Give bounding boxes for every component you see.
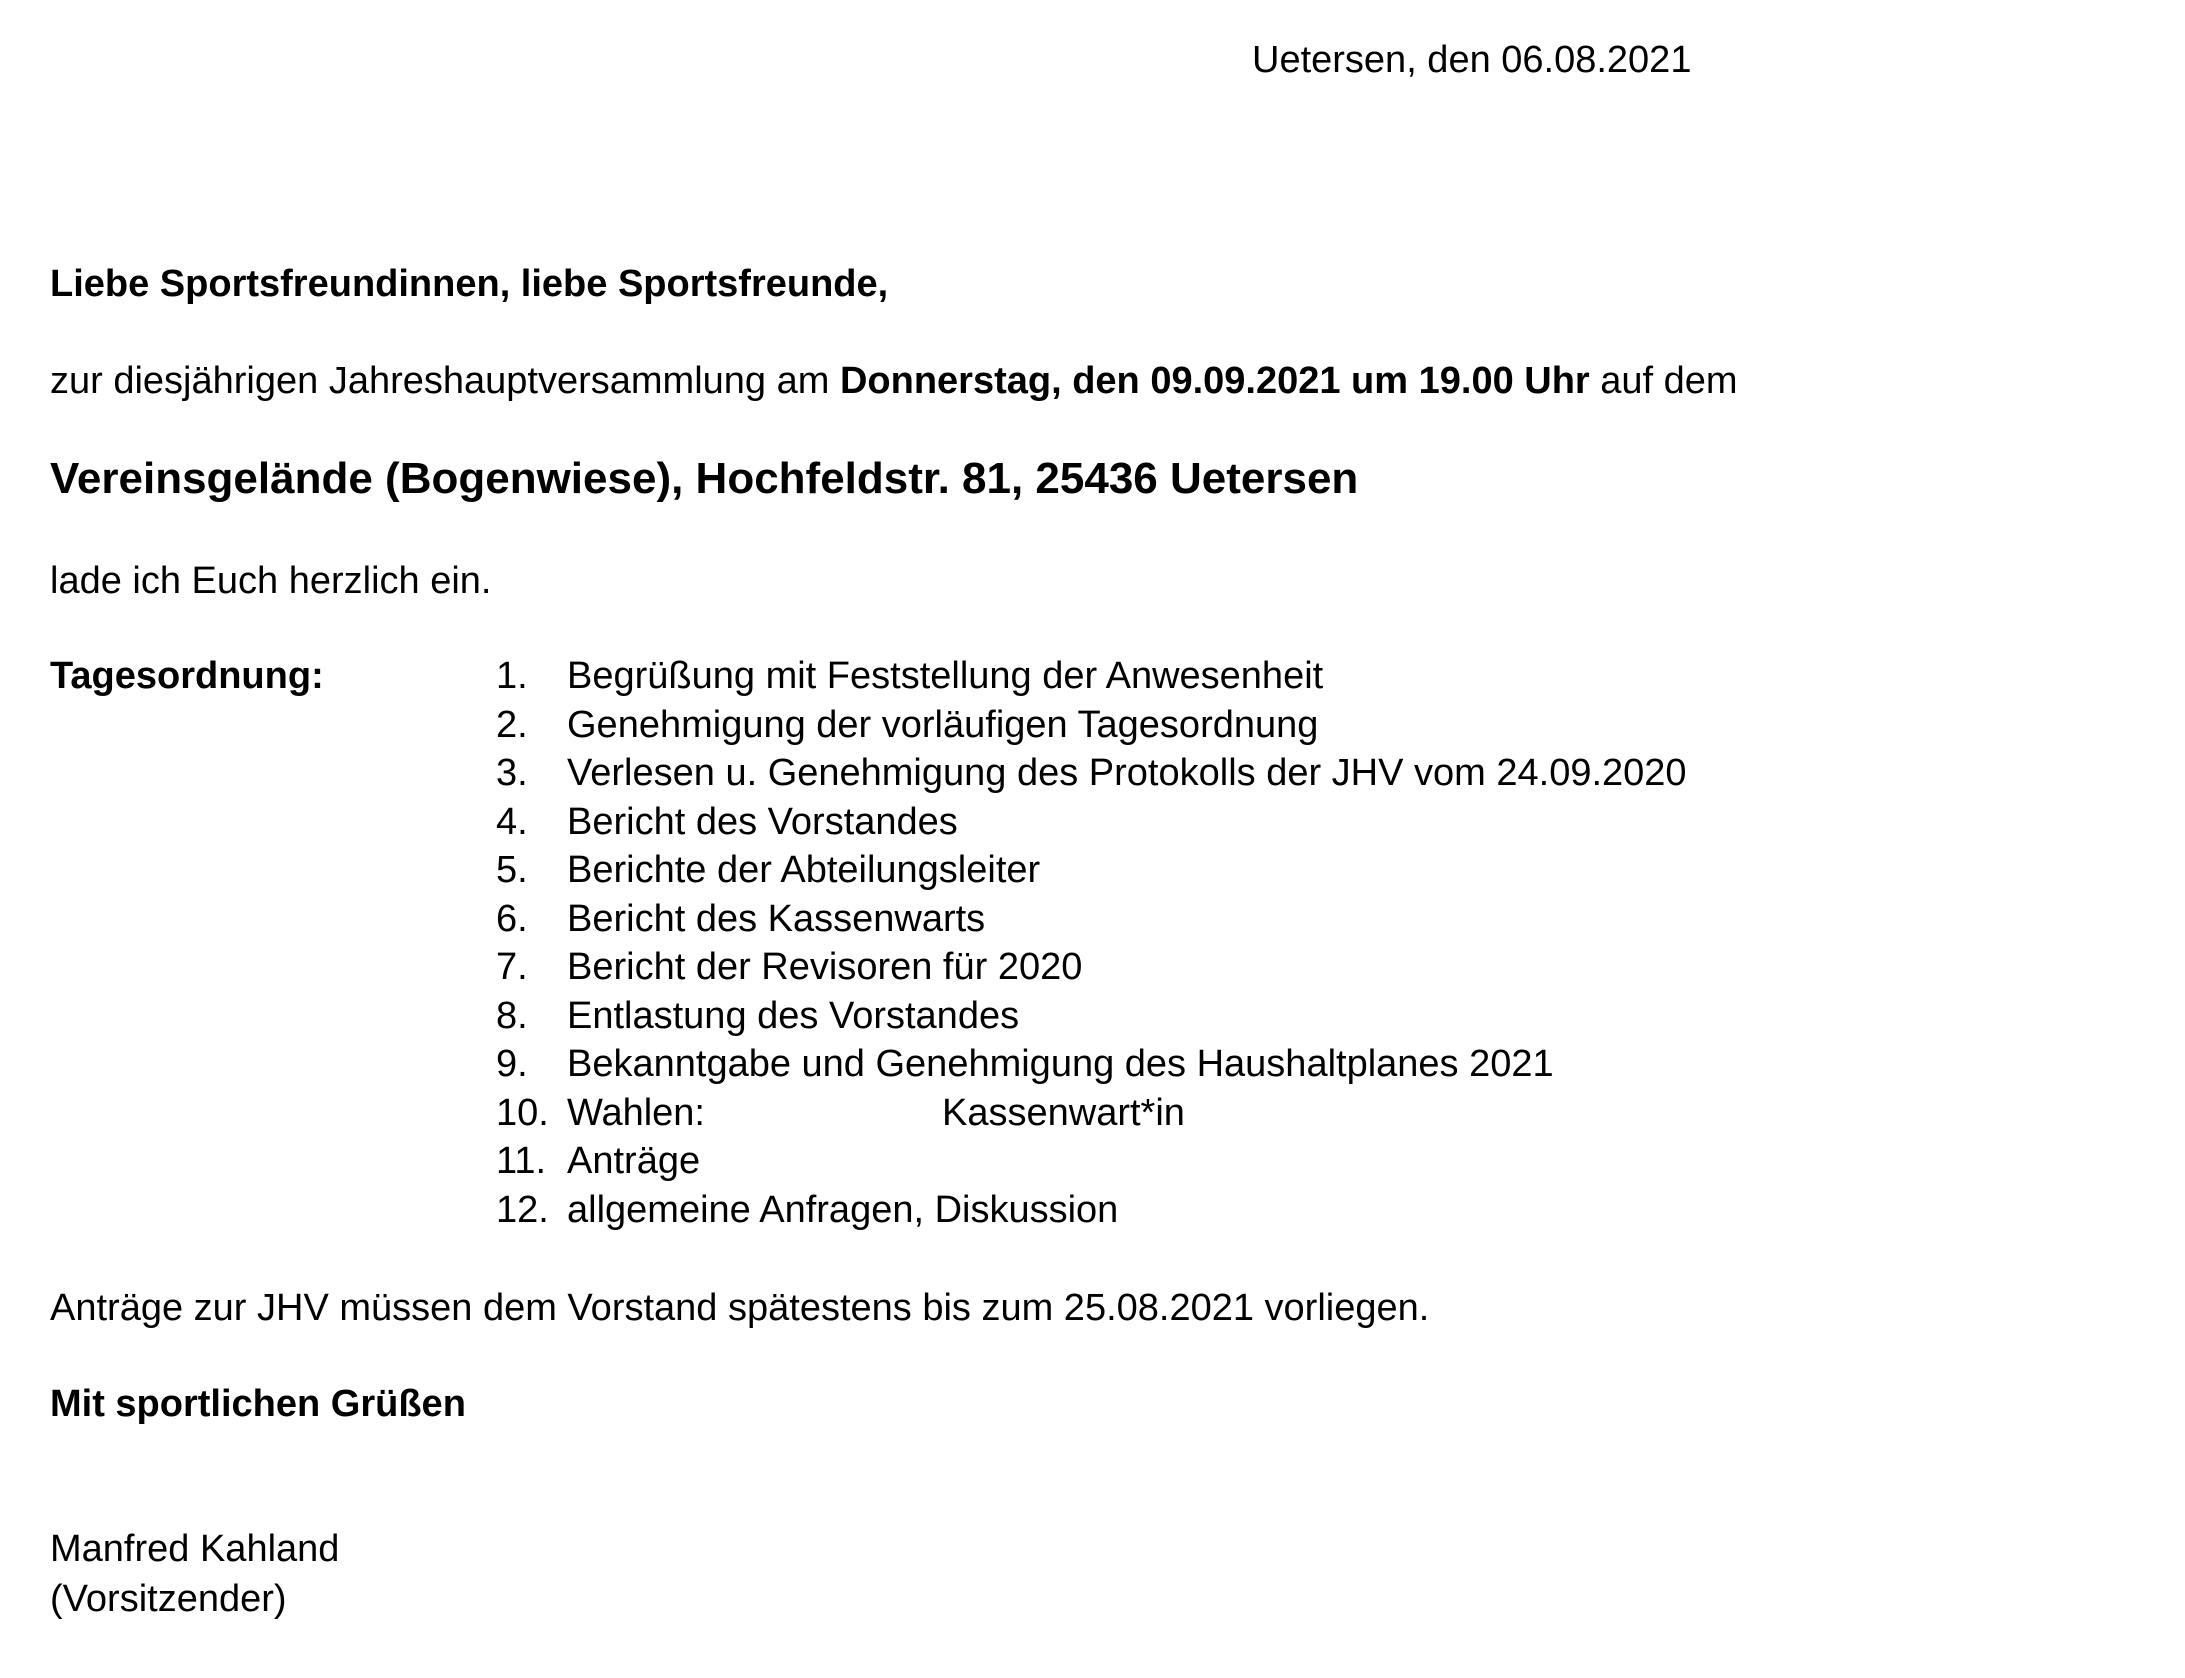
- agenda-item-text: Verlesen u. Genehmigung des Protokolls der JHV vom 24.09.2020: [567, 752, 1687, 794]
- agenda-item: [496, 1137, 1687, 1186]
- agenda-item: [496, 1089, 1687, 1138]
- agenda-item-number: 6.: [496, 897, 528, 940]
- agenda-item-election-office: Kassenwart*in: [942, 1091, 1185, 1134]
- intro-text-before: zur diesjährigen Jahreshauptversammlung am: [50, 360, 840, 402]
- agenda-item-number: 4.: [496, 800, 528, 843]
- agenda-item: [496, 846, 1687, 895]
- agenda-item-text: Bericht des Vorstandes: [567, 800, 958, 843]
- agenda-item: [496, 895, 1687, 944]
- agenda-item-number: 2.: [496, 703, 528, 746]
- agenda-item-number: 11.: [496, 1140, 547, 1182]
- agenda-item-number: 12.: [496, 1188, 549, 1231]
- agenda-item-number: 10.: [496, 1091, 549, 1134]
- invite-text: lade ich Euch herzlich ein.: [50, 560, 492, 602]
- agenda-item: [496, 992, 1687, 1041]
- agenda-item-text: Bericht der Revisoren für 2020: [567, 946, 1083, 988]
- signer-name: Manfred Kahland: [50, 1528, 340, 1570]
- intro-text-after: auf dem: [1589, 360, 1738, 402]
- agenda-item-number: 5.: [496, 849, 528, 891]
- agenda-item-number: 8.: [496, 994, 528, 1037]
- closing-greeting: Mit sportlichen Grüßen: [50, 1383, 466, 1425]
- deadline-note: Anträge zur JHV müssen dem Vorstand spätestens bis zum 25.08.2021 vorliegen.: [50, 1287, 1430, 1329]
- agenda-item: [496, 701, 1687, 750]
- agenda-item-text: Bericht des Kassenwarts: [567, 897, 986, 940]
- intro-paragraph: [50, 357, 1738, 405]
- agenda-item-number: 7.: [496, 946, 528, 988]
- agenda-item-number: 1.: [496, 655, 528, 697]
- agenda-item-number: 3.: [496, 752, 528, 794]
- letter-date: Uetersen, den 06.08.2021: [1252, 39, 1692, 81]
- agenda-label: Tagesordnung:: [50, 655, 324, 697]
- agenda-item: [496, 943, 1687, 992]
- venue-address: Vereinsgelände (Bogenwiese), Hochfeldstr. 81, 25436 Uetersen: [50, 454, 1359, 503]
- signer-role: (Vorsitzender): [50, 1578, 287, 1620]
- agenda-item-number: 9.: [496, 1043, 528, 1085]
- agenda-item-text: Anträge: [567, 1140, 701, 1182]
- agenda-item: [496, 652, 1687, 701]
- agenda-item-text: Entlastung des Vorstandes: [567, 994, 1020, 1037]
- agenda-item: [496, 798, 1687, 847]
- agenda-item: [496, 1040, 1687, 1089]
- agenda-item-text: Begrüßung mit Feststellung der Anwesenheit: [567, 655, 1324, 697]
- agenda-item-text: Bekanntgabe und Genehmigung des Haushaltplanes 2021: [567, 1043, 1554, 1085]
- agenda-item-text: Genehmigung der vorläufigen Tagesordnung: [567, 703, 1319, 746]
- agenda-list: [496, 652, 1687, 1234]
- agenda-item-text: allgemeine Anfragen, Diskussion: [567, 1188, 1119, 1231]
- salutation: Liebe Sportsfreundinnen, liebe Sportsfreunde,: [50, 263, 889, 305]
- agenda-item-text: Wahlen:: [567, 1091, 705, 1134]
- agenda-item: [496, 749, 1687, 798]
- agenda-item-text: Berichte der Abteilungsleiter: [567, 849, 1041, 891]
- meeting-date-time: Donnerstag, den 09.09.2021 um 19.00 Uhr: [839, 360, 1590, 402]
- agenda-item: [496, 1186, 1687, 1235]
